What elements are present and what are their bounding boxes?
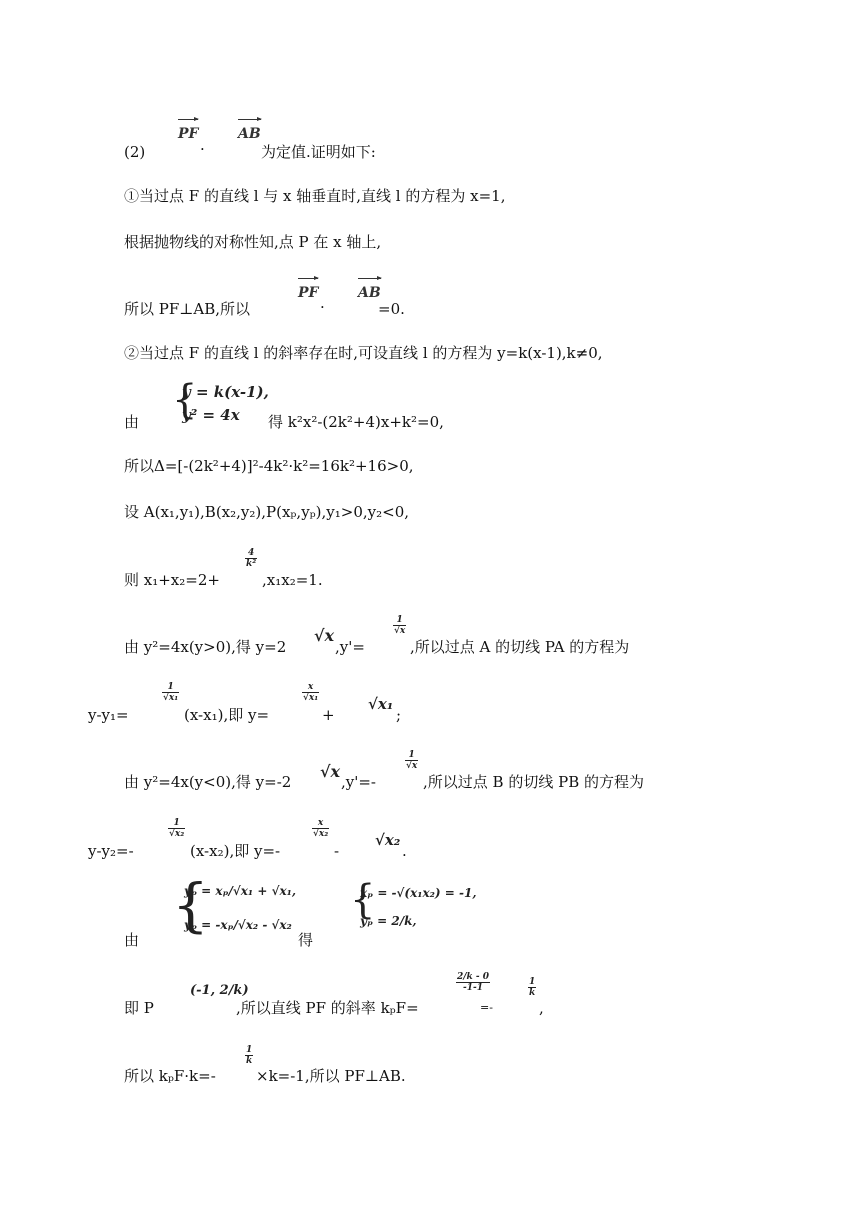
points-definition: 设 A(x₁,y₁),B(x₂,y₂),P(xₚ,yₚ),y₁>0,y₂<0, [124, 503, 410, 521]
comma: , [539, 999, 544, 1017]
left-brace-2: { [172, 871, 209, 939]
left-brace: { [172, 377, 198, 423]
dot-operator-2: · [320, 298, 325, 316]
vieta-sum: 则 x₁+x₂=2+ [124, 571, 220, 589]
fraction-1-over-k: $\frac{1}{k}$ [529, 977, 536, 998]
fraction-x-over-sqrtx1: $\frac{x}{\text{√x₁}}$ [303, 682, 319, 703]
you-label: 由 [124, 413, 140, 431]
solution-xp: xₚ = -√(x₁x₂) = -1, [360, 886, 477, 900]
point-p-label: 即 P [124, 999, 154, 1017]
tangent-system-eq-2: yₚ = -xₚ/√x₂ - √x₂ [184, 918, 292, 932]
tangent-pa-eq-start: y-y₁= [88, 706, 129, 724]
statement-text: 为定值.证明如下: [261, 143, 376, 161]
case-two-text: ②当过点 F 的直线 l 的斜率存在时,可设直线 l 的方程为 y=k(x-1),k≠0, [124, 344, 603, 362]
case-one-text: ①当过点 F 的直线 l 与 x 轴垂直时,直线 l 的方程为 x=1, [124, 187, 506, 205]
tangent-pb-eq-start: y-y₂=- [88, 842, 134, 860]
tangent-pa-eq-mid: (x-x₁),即 y= [184, 706, 270, 724]
product-text: 所以 kₚF·k=- [124, 1067, 216, 1085]
quadratic-text: 得 k²x²-(2k²+4)x+k²=0, [268, 413, 444, 431]
vector-ab: AB [238, 126, 261, 142]
discriminant-text: 所以Δ=[-(2k²+4)]²-4k²·k²=16k²+16>0, [124, 457, 414, 475]
fraction-1-over-sqrtx1: $\frac{1}{\text{√x₁}}$ [163, 682, 179, 703]
vector-pf: PF [178, 126, 198, 142]
upper-branch-text: 由 y²=4x(y>0),得 y=2 [124, 638, 287, 656]
fraction-1-over-sqrtx: $\frac{1}{√x}$ [394, 615, 406, 636]
solution-yp: yₚ = 2/k, [360, 914, 417, 928]
part-label: (2) [124, 143, 146, 161]
conclusion-text: ×k=-1,所以 PF⊥AB. [256, 1067, 406, 1085]
de-label: 得 [298, 931, 314, 949]
fraction-x-over-sqrtx2: $\frac{x}{\text{√x₂}}$ [313, 818, 329, 839]
zero-result: =0. [378, 300, 405, 318]
symmetry-text: 根据抛物线的对称性知,点 P 在 x 轴上, [124, 233, 382, 251]
you-label-2: 由 [124, 931, 140, 949]
fraction-1-over-sqrtx2: $\frac{1}{\text{√x₂}}$ [169, 818, 185, 839]
equals-minus: =- [480, 1001, 493, 1014]
sqrt-x-2: √x [320, 762, 341, 781]
system-eq-2: y² = 4x [182, 406, 240, 424]
point-p-coords: (-1, 2/k) [190, 983, 249, 998]
minus-sign: - [334, 842, 340, 860]
fraction-1-over-k-2: $\frac{1}{k}$ [246, 1045, 253, 1066]
tangent-pb-eq-mid: (x-x₂),即 y=- [190, 842, 281, 860]
lower-branch-text: 由 y²=4x(y<0),得 y=-2 [124, 773, 292, 791]
fraction-1-over-sqrtx-2: $\frac{1}{√x}$ [406, 750, 418, 771]
derivative-label: ,y'= [335, 638, 365, 656]
period: . [402, 842, 407, 860]
semicolon: ; [396, 706, 402, 724]
tangent-system-eq-1: yₚ = xₚ/√x₁ + √x₁, [184, 884, 297, 898]
plus-sign: + [322, 706, 335, 724]
tangent-pa-text: ,所以过点 A 的切线 PA 的方程为 [410, 638, 630, 656]
vector-pf-2: PF [298, 285, 318, 301]
sqrt-x: √x [314, 626, 335, 645]
left-brace-3: { [350, 877, 376, 923]
sqrt-x1: √x₁ [368, 695, 394, 713]
slope-pf-text: ,所以直线 PF 的斜率 kₚF= [236, 999, 419, 1017]
fraction-4-over-k2: $\frac{4}{\text{k²}}$ [246, 548, 257, 569]
perpendicular-text: 所以 PF⊥AB,所以 [124, 300, 250, 318]
vieta-product: ,x₁x₂=1. [262, 571, 323, 589]
derivative-label-2: ,y'=- [341, 773, 377, 791]
tangent-pb-text: ,所以过点 B 的切线 PB 的方程为 [423, 773, 644, 791]
vector-ab-2: AB [358, 285, 381, 301]
sqrt-x2: √x₂ [375, 831, 401, 849]
slope-fraction: $\frac{2/k - 0}{-1-1}$ [457, 972, 490, 993]
dot-operator: · [200, 140, 205, 158]
system-eq-1: y = k(x-1), [182, 383, 269, 401]
